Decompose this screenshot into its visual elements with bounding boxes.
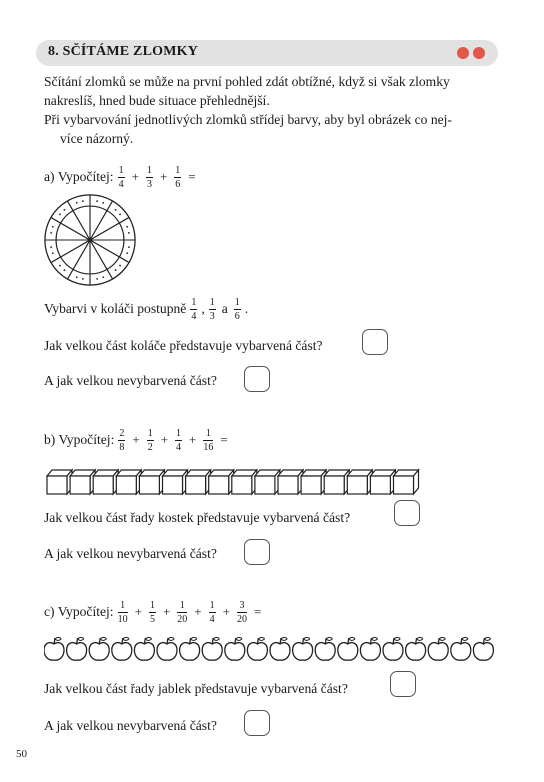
- apple-icon[interactable]: [225, 637, 245, 660]
- task-c-question-1: Jak velkou část řady jablek představuje vybarvená část?: [44, 681, 348, 696]
- instruction-text: Vybarvi v koláči postupně: [44, 301, 187, 316]
- apple-icon[interactable]: [293, 637, 313, 660]
- apple-icon[interactable]: [428, 637, 448, 660]
- plus-sign: +: [194, 604, 202, 619]
- plus-sign: +: [159, 169, 168, 184]
- equals-sign: =: [220, 432, 228, 447]
- section-header: [36, 40, 498, 66]
- cube[interactable]: [139, 470, 164, 494]
- fraction: $\frac{3}{20}$: [236, 599, 247, 625]
- pie-diagram[interactable]: [40, 190, 140, 290]
- cube[interactable]: [186, 470, 211, 494]
- apple-icon[interactable]: [406, 637, 426, 660]
- cube[interactable]: [232, 470, 257, 494]
- section-title: 8. SČÍTÁME ZLOMKY: [48, 44, 199, 59]
- task-c-label: c) Vypočítej:: [44, 604, 114, 619]
- apple-icon[interactable]: [451, 637, 471, 660]
- cube[interactable]: [394, 470, 419, 494]
- plus-sign: +: [222, 604, 230, 619]
- task-a-question-1: Jak velkou část koláče představuje vybarvená část?: [44, 338, 323, 353]
- fraction: $\frac{1}{6}$: [234, 296, 240, 322]
- difficulty-dot-icon: [473, 47, 485, 59]
- cube[interactable]: [370, 470, 395, 494]
- task-b-equation: [44, 423, 231, 457]
- crust-dot: [63, 209, 65, 211]
- comma: ,: [201, 301, 205, 316]
- plus-sign: +: [160, 432, 169, 447]
- fraction: $\frac{1}{10}$: [117, 599, 128, 625]
- task-b-question-1: Jak velkou část řady kostek představuje vybarvená část?: [44, 510, 351, 525]
- apple-icon[interactable]: [44, 637, 64, 660]
- difficulty-dot-icon: [457, 47, 469, 59]
- apple-icon[interactable]: [270, 637, 290, 660]
- task-b-label: b) Vypočítej:: [44, 432, 115, 447]
- task-c-question-2: A jak velkou nevybarvená část?: [44, 718, 217, 733]
- answer-box[interactable]: [244, 539, 270, 565]
- fraction: $\frac{1}{4}$: [209, 599, 215, 625]
- plus-sign: +: [132, 432, 140, 447]
- apple-icon[interactable]: [157, 637, 177, 660]
- task-a-question-2: A jak velkou nevybarvená část?: [44, 373, 217, 388]
- task-a-instruction: [44, 292, 248, 326]
- crust-dot: [119, 265, 121, 267]
- crust-dot: [50, 232, 52, 234]
- apple-icon[interactable]: [338, 637, 358, 660]
- answer-box[interactable]: [244, 366, 270, 392]
- intro-line: více názorný.: [60, 131, 134, 146]
- apple-icon[interactable]: [473, 637, 493, 660]
- crust-dot: [82, 278, 84, 280]
- plus-sign: +: [131, 169, 139, 184]
- crust-dot: [96, 278, 98, 280]
- equals-sign: =: [188, 169, 196, 184]
- intro-line: Sčítání zlomků se může na první pohled zdát obtížné, když si však zlomky: [44, 74, 450, 89]
- fraction: $\frac{1}{6}$: [175, 164, 181, 190]
- crust-dot: [126, 252, 128, 254]
- cube[interactable]: [93, 470, 118, 494]
- fraction: $\frac{1}{3}$: [209, 296, 215, 322]
- plus-sign: +: [189, 432, 197, 447]
- plus-sign: +: [134, 604, 142, 619]
- answer-box[interactable]: [244, 710, 270, 736]
- apple-icon[interactable]: [67, 637, 87, 660]
- apple-icon[interactable]: [383, 637, 403, 660]
- cube[interactable]: [255, 470, 280, 494]
- cube-row[interactable]: [46, 464, 422, 496]
- cube[interactable]: [163, 470, 188, 494]
- cube[interactable]: [70, 470, 95, 494]
- cube[interactable]: [116, 470, 141, 494]
- crust-dot: [115, 209, 117, 211]
- answer-box[interactable]: [394, 500, 420, 526]
- and-word: a: [221, 301, 228, 316]
- fraction: $\frac{1}{2}$: [147, 427, 153, 453]
- task-c-equation: [44, 595, 264, 629]
- fraction: $\frac{1}{5}$: [149, 599, 155, 625]
- fraction: $\frac{1}{4}$: [118, 164, 124, 190]
- apple-icon[interactable]: [247, 637, 267, 660]
- intro-paragraph: [44, 72, 452, 148]
- crust-dot: [102, 276, 104, 278]
- fraction: $\frac{1}{16}$: [203, 427, 214, 453]
- crust-dot: [76, 202, 78, 204]
- task-a-equation: [44, 160, 199, 194]
- apple-icon[interactable]: [89, 637, 109, 660]
- crust-dot: [96, 200, 98, 202]
- apple-row[interactable]: [44, 634, 504, 664]
- fraction: $\frac{1}{3}$: [146, 164, 152, 190]
- apple-icon[interactable]: [112, 637, 132, 660]
- fraction: $\frac{1}{4}$: [191, 296, 197, 322]
- cube[interactable]: [324, 470, 349, 494]
- fraction: $\frac{1}{4}$: [176, 427, 182, 453]
- crust-dot: [119, 213, 121, 215]
- crust-dot: [59, 265, 61, 267]
- cube[interactable]: [301, 470, 326, 494]
- apple-icon[interactable]: [134, 637, 154, 660]
- cube[interactable]: [47, 470, 72, 494]
- intro-line: Při vybarvování jednotlivých zlomků střídej barvy, aby byl obrázek co nej-: [44, 112, 452, 127]
- crust-dot: [128, 232, 130, 234]
- crust-dot: [50, 246, 52, 248]
- equals-sign: =: [253, 604, 262, 619]
- apple-icon[interactable]: [180, 637, 200, 660]
- crust-dot: [102, 202, 104, 204]
- task-a-label: a) Vypočítej:: [44, 169, 114, 184]
- crust-dot: [63, 269, 65, 271]
- cube[interactable]: [278, 470, 303, 494]
- fraction: $\frac{1}{20}$: [177, 599, 188, 625]
- task-b-question-2: A jak velkou nevybarvená část?: [44, 546, 217, 561]
- cube[interactable]: [347, 470, 372, 494]
- answer-box[interactable]: [362, 329, 388, 355]
- cube[interactable]: [209, 470, 234, 494]
- crust-dot: [82, 200, 84, 202]
- page-number: 50: [16, 748, 27, 760]
- fraction: $\frac{2}{8}$: [119, 427, 125, 453]
- period: .: [244, 301, 249, 316]
- apple-icon[interactable]: [202, 637, 222, 660]
- crust-dot: [76, 276, 78, 278]
- crust-dot: [128, 246, 130, 248]
- crust-dot: [59, 213, 61, 215]
- crust-dot: [52, 252, 54, 254]
- apple-icon[interactable]: [360, 637, 380, 660]
- answer-box[interactable]: [390, 671, 416, 697]
- crust-dot: [52, 226, 54, 228]
- intro-line: nakreslíš, hned bude situace přehlednější.: [44, 93, 270, 108]
- plus-sign: +: [162, 604, 171, 619]
- apple-icon[interactable]: [315, 637, 335, 660]
- crust-dot: [126, 226, 128, 228]
- crust-dot: [115, 269, 117, 271]
